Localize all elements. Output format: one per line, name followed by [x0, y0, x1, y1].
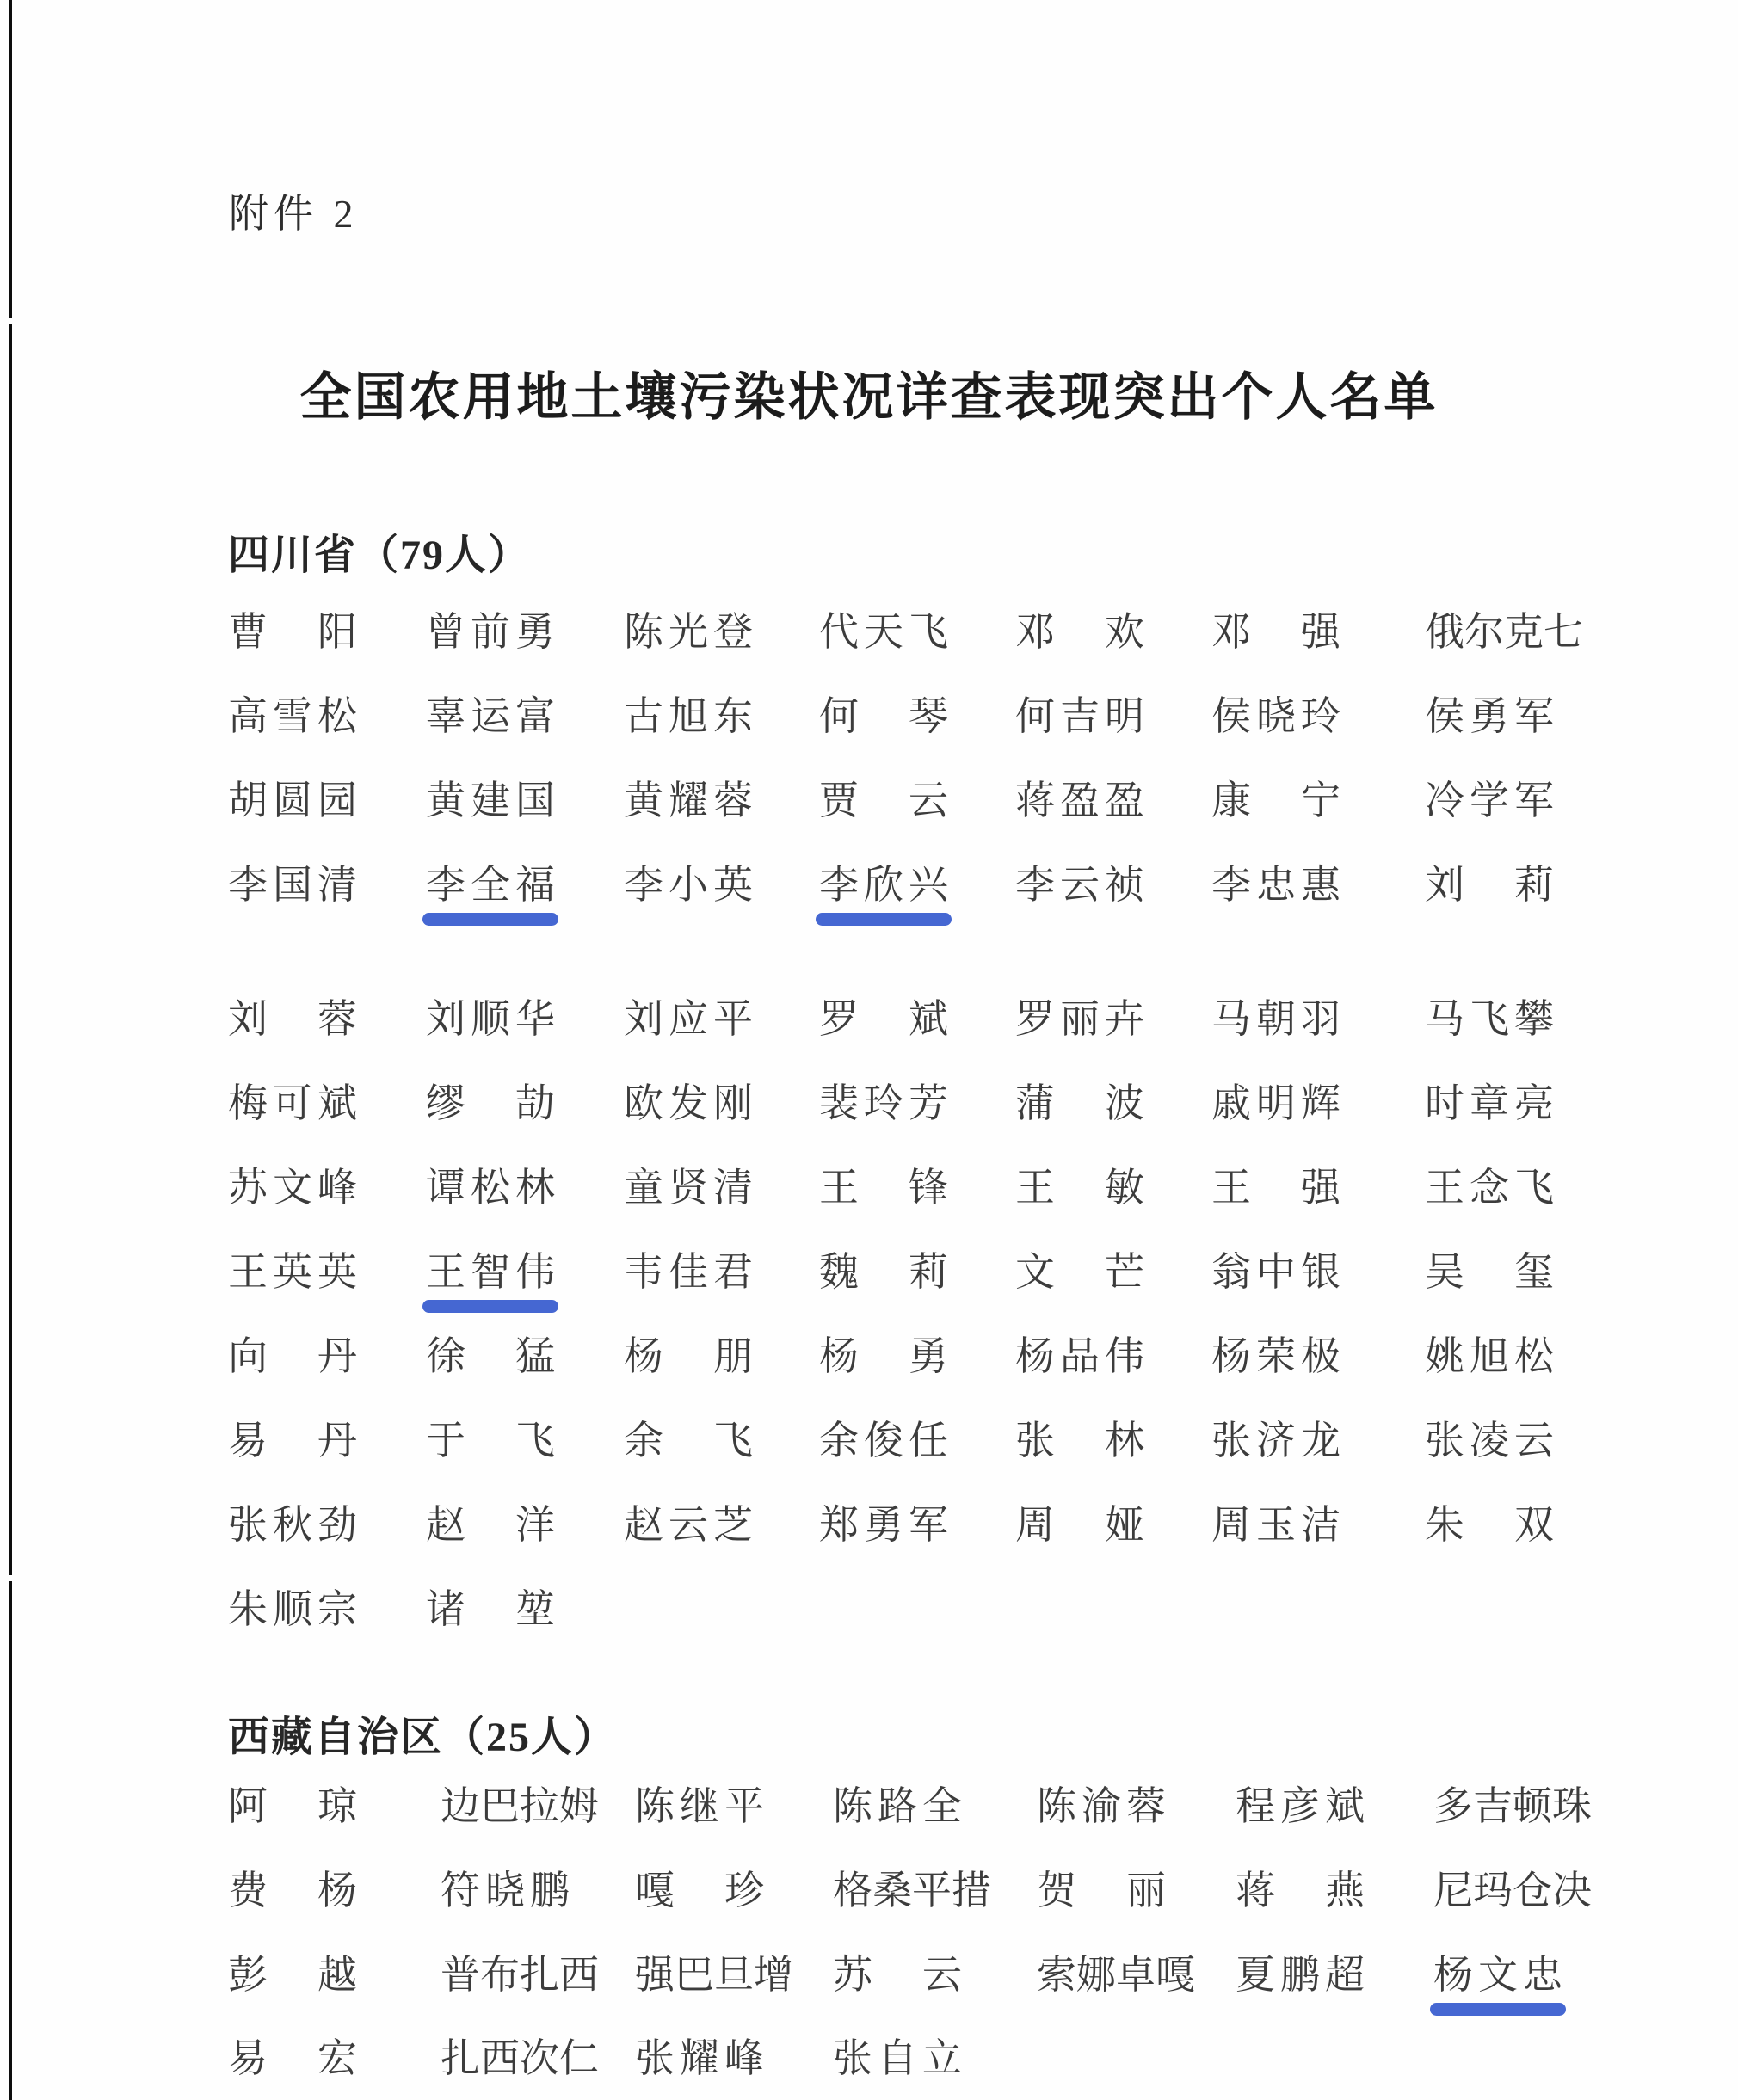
person-name-text: 王敏: [1015, 1166, 1144, 1210]
person-name: [1015, 1504, 1144, 1548]
person-name-text: 蒋盈盈: [1015, 779, 1144, 822]
person-name-text: 于飞: [426, 1419, 555, 1463]
person-name-text: 文芒: [1015, 1250, 1144, 1294]
person-name-text: 易宏: [228, 2036, 357, 2080]
person-name-text: 余飞: [624, 1419, 753, 1463]
person-name: [426, 1082, 555, 1126]
person-name: [441, 1785, 599, 1829]
highlight-underline: [422, 913, 558, 926]
highlight-underline: [816, 913, 952, 926]
person-name: [819, 1082, 948, 1126]
person-name: [1037, 1785, 1166, 1829]
person-name-text: 刘莉: [1425, 863, 1554, 907]
person-name-text: 王强: [1211, 1166, 1340, 1210]
person-name: [624, 779, 753, 823]
person-name-text: 朱双: [1425, 1503, 1554, 1547]
person-name: [624, 1420, 753, 1463]
person-name: [228, 1420, 357, 1463]
person-name: [1015, 998, 1144, 1042]
person-name-text: 张耀峰: [635, 2036, 764, 2080]
person-name: [624, 1082, 753, 1126]
person-name: [1015, 1251, 1144, 1295]
person-name: [1015, 1167, 1144, 1210]
person-name: [228, 779, 357, 823]
person-name-text: 杨朋: [624, 1334, 753, 1378]
person-name: [426, 1335, 555, 1379]
person-name: [1425, 1167, 1554, 1210]
person-name-text: 苏云: [833, 1953, 962, 1997]
person-name-text: 梅可斌: [228, 1081, 357, 1125]
person-name: [833, 1869, 991, 1913]
person-name: [1211, 1420, 1340, 1463]
person-name-text: 王智伟: [426, 1250, 555, 1294]
person-name-text: 刘蓉: [228, 997, 357, 1041]
person-name: [426, 611, 555, 655]
person-name-text: 黄耀蓉: [624, 779, 753, 822]
person-name-text: 赵云芝: [624, 1503, 753, 1547]
person-name-text: 蒲波: [1015, 1081, 1144, 1125]
person-name-text: 谭松林: [426, 1166, 555, 1210]
person-name: [426, 1251, 555, 1295]
person-name: [1425, 1082, 1554, 1126]
person-name: [1015, 1082, 1144, 1126]
person-name-text: 贾云: [819, 779, 948, 822]
person-name: [1425, 1335, 1554, 1379]
person-name-text: 邓强: [1211, 610, 1340, 654]
person-name-text: 阿琼: [228, 1784, 357, 1828]
person-name-text: 陈渝蓉: [1037, 1784, 1166, 1828]
section-heading: 四川省（79人）: [228, 533, 532, 578]
person-name-text: 索娜卓嘎: [1037, 1953, 1195, 1997]
person-name: [1236, 1869, 1365, 1913]
person-name-text: 裴玲芳: [819, 1081, 948, 1125]
person-name-text: 尼玛仓决: [1433, 1869, 1592, 1912]
person-name: [441, 2037, 599, 2081]
scan-edge-line: [9, 0, 12, 318]
person-name-text: 魏莉: [819, 1250, 948, 1294]
person-name-text: 朱顺宗: [228, 1587, 357, 1631]
person-name: [624, 611, 753, 655]
person-name: [228, 1588, 357, 1632]
person-name: [1433, 1954, 1562, 1998]
person-name: [624, 695, 753, 739]
person-name-text: 贺丽: [1037, 1869, 1166, 1912]
person-name-text: 刘顺华: [426, 997, 555, 1041]
person-name-text: 代天飞: [819, 610, 948, 654]
person-name-text: 缪劼: [426, 1081, 555, 1125]
person-name-text: 黄建国: [426, 779, 555, 822]
section-heading: 西藏自治区（25人）: [228, 1715, 618, 1760]
person-name-text: 时章亮: [1425, 1081, 1554, 1125]
person-name: [1037, 1869, 1166, 1913]
person-name-text: 程彦斌: [1236, 1784, 1365, 1828]
person-name: [1015, 1420, 1144, 1463]
person-name: [1211, 1082, 1340, 1126]
page-title: 全国农用地土壤污染状况详查表现突出个人名单: [299, 369, 1439, 426]
person-name: [635, 1785, 764, 1829]
person-name: [1425, 1504, 1554, 1548]
highlight-underline: [1430, 2003, 1566, 2016]
person-name: [228, 1167, 357, 1210]
person-name: [819, 1335, 948, 1379]
person-name: [1211, 998, 1340, 1042]
person-name: [819, 779, 948, 823]
person-name-text: 普布扎西: [441, 1953, 599, 1997]
person-name-text: 嘎珍: [635, 1869, 764, 1912]
person-name: [1015, 695, 1144, 739]
highlight-underline: [422, 1300, 558, 1313]
person-name: [819, 864, 948, 908]
person-name: [1433, 1785, 1592, 1829]
person-name: [426, 1588, 555, 1632]
person-name: [1211, 611, 1340, 655]
person-name-text: 罗丽卉: [1015, 997, 1144, 1041]
person-name: [1211, 1335, 1340, 1379]
person-name-text: 李云祯: [1015, 863, 1144, 907]
person-name: [635, 1869, 764, 1913]
person-name: [1037, 1954, 1195, 1998]
person-name: [441, 1954, 599, 1998]
person-name-text: 张自立: [833, 2036, 962, 2080]
person-name-text: 杨品伟: [1015, 1334, 1144, 1378]
person-name-text: 李全福: [426, 863, 555, 907]
person-name-text: 马飞攀: [1425, 997, 1554, 1041]
person-name: [228, 1954, 357, 1998]
person-name-text: 余俊任: [819, 1419, 948, 1463]
person-name-text: 高雪松: [228, 694, 357, 738]
person-name: [228, 864, 357, 908]
person-name: [624, 1251, 753, 1295]
person-name: [1425, 998, 1554, 1042]
person-name-text: 诸堃: [426, 1587, 555, 1631]
person-name: [228, 1504, 357, 1548]
person-name-text: 赵洋: [426, 1503, 555, 1547]
scan-edge-line: [9, 324, 12, 1575]
person-name: [1015, 864, 1144, 908]
person-name-text: 冷学军: [1425, 779, 1554, 822]
person-name-text: 夏鹏超: [1236, 1953, 1365, 1997]
person-name-text: 杨文忠: [1433, 1953, 1562, 1997]
person-name-text: 辜运富: [426, 694, 555, 738]
person-name-text: 杨勇: [819, 1334, 948, 1378]
person-name: [1236, 1954, 1365, 1998]
person-name-text: 马朝羽: [1211, 997, 1340, 1041]
person-name-text: 李小英: [624, 863, 753, 907]
person-name-text: 苏文峰: [228, 1166, 357, 1210]
person-name: [1015, 779, 1144, 823]
person-name-text: 戚明辉: [1211, 1081, 1340, 1125]
person-name: [819, 1420, 948, 1463]
person-name-text: 蒋燕: [1236, 1869, 1365, 1912]
person-name-text: 符晓鹏: [441, 1869, 570, 1912]
person-name: [426, 779, 555, 823]
person-name: [426, 695, 555, 739]
person-name: [228, 1082, 357, 1126]
person-name-text: 周娅: [1015, 1503, 1144, 1547]
person-name: [819, 695, 948, 739]
person-name-text: 何琴: [819, 694, 948, 738]
person-name-text: 李忠惠: [1211, 863, 1340, 907]
person-name: [635, 2037, 764, 2081]
person-name-text: 侯晓玲: [1211, 694, 1340, 738]
person-name: [635, 1954, 793, 1998]
person-name: [1425, 1420, 1554, 1463]
person-name-text: 郑勇军: [819, 1503, 948, 1547]
person-name: [1211, 1167, 1340, 1210]
person-name-text: 杨荣极: [1211, 1334, 1340, 1378]
person-name: [1211, 864, 1340, 908]
person-name: [1211, 1251, 1340, 1295]
person-name: [624, 1335, 753, 1379]
person-name: [624, 1504, 753, 1548]
person-name: [624, 1167, 753, 1210]
person-name-text: 李国清: [228, 863, 357, 907]
person-name-text: 王锋: [819, 1166, 948, 1210]
person-name: [441, 1869, 570, 1913]
person-name-text: 边巴拉姆: [441, 1784, 599, 1828]
person-name: [228, 1335, 357, 1379]
person-name-text: 韦佳君: [624, 1250, 753, 1294]
person-name-text: 康宁: [1211, 779, 1340, 822]
person-name-text: 彭越: [228, 1953, 357, 1997]
person-name: [1236, 1785, 1365, 1829]
person-name-text: 古旭东: [624, 694, 753, 738]
person-name-text: 胡圆园: [228, 779, 357, 822]
person-name-text: 费杨: [228, 1869, 357, 1912]
person-name: [426, 1167, 555, 1210]
person-name-text: 易丹: [228, 1419, 357, 1463]
person-name: [228, 611, 357, 655]
person-name-text: 翁中银: [1211, 1250, 1340, 1294]
person-name-text: 张林: [1015, 1419, 1144, 1463]
person-name: [1211, 695, 1340, 739]
person-name: [426, 1504, 555, 1548]
person-name: [833, 2037, 962, 2081]
person-name: [1425, 695, 1554, 739]
person-name: [228, 998, 357, 1042]
person-name: [819, 1167, 948, 1210]
person-name: [228, 1251, 357, 1295]
person-name: [624, 998, 753, 1042]
person-name-text: 李欣兴: [819, 863, 948, 907]
person-name-text: 陈继平: [635, 1784, 764, 1828]
person-name-text: 扎西次仁: [441, 2036, 599, 2080]
person-name: [1211, 779, 1340, 823]
person-name-text: 刘应平: [624, 997, 753, 1041]
person-name: [1425, 779, 1554, 823]
person-name-text: 周玉洁: [1211, 1503, 1340, 1547]
person-name-text: 王英英: [228, 1250, 357, 1294]
person-name: [833, 1954, 962, 1998]
person-name-text: 陈光登: [624, 610, 753, 654]
person-name-text: 邓欢: [1015, 610, 1144, 654]
person-name: [819, 998, 948, 1042]
person-name: [819, 1504, 948, 1548]
person-name: [1015, 611, 1144, 655]
person-name-text: 侯勇军: [1425, 694, 1554, 738]
person-name-text: 姚旭松: [1425, 1334, 1554, 1378]
person-name: [1433, 1869, 1592, 1913]
person-name-text: 王念飞: [1425, 1166, 1554, 1210]
person-name-text: 何吉明: [1015, 694, 1144, 738]
person-name: [819, 1251, 948, 1295]
person-name: [624, 864, 753, 908]
person-name-text: 俄尔克七: [1425, 610, 1583, 654]
person-name-text: 罗斌: [819, 997, 948, 1041]
person-name-text: 曾前勇: [426, 610, 555, 654]
person-name-text: 徐猛: [426, 1334, 555, 1378]
person-name-text: 陈路全: [833, 1784, 962, 1828]
person-name: [1425, 1251, 1554, 1295]
person-name: [228, 2037, 357, 2081]
person-name-text: 曹阳: [228, 610, 357, 654]
person-name: [1015, 1335, 1144, 1379]
person-name: [1211, 1504, 1340, 1548]
person-name: [1425, 611, 1583, 655]
person-name-text: 欧发刚: [624, 1081, 753, 1125]
person-name: [228, 1869, 357, 1913]
person-name-text: 张凌云: [1425, 1419, 1554, 1463]
person-name: [426, 864, 555, 908]
person-name: [426, 998, 555, 1042]
person-name-text: 格桑平措: [833, 1869, 991, 1912]
person-name: [426, 1420, 555, 1463]
person-name: [833, 1785, 962, 1829]
person-name-text: 张秋劲: [228, 1503, 357, 1547]
person-name: [228, 1785, 357, 1829]
person-name: [228, 695, 357, 739]
person-name-text: 张济龙: [1211, 1419, 1340, 1463]
attachment-label: 附件 2: [229, 192, 359, 236]
person-name-text: 向丹: [228, 1334, 357, 1378]
person-name-text: 童贤清: [624, 1166, 753, 1210]
person-name: [819, 611, 948, 655]
person-name: [1425, 864, 1554, 908]
person-name-text: 强巴旦增: [635, 1953, 793, 1997]
scan-edge-line: [9, 1581, 12, 2100]
person-name-text: 吴玺: [1425, 1250, 1554, 1294]
person-name-text: 多吉顿珠: [1433, 1784, 1592, 1828]
